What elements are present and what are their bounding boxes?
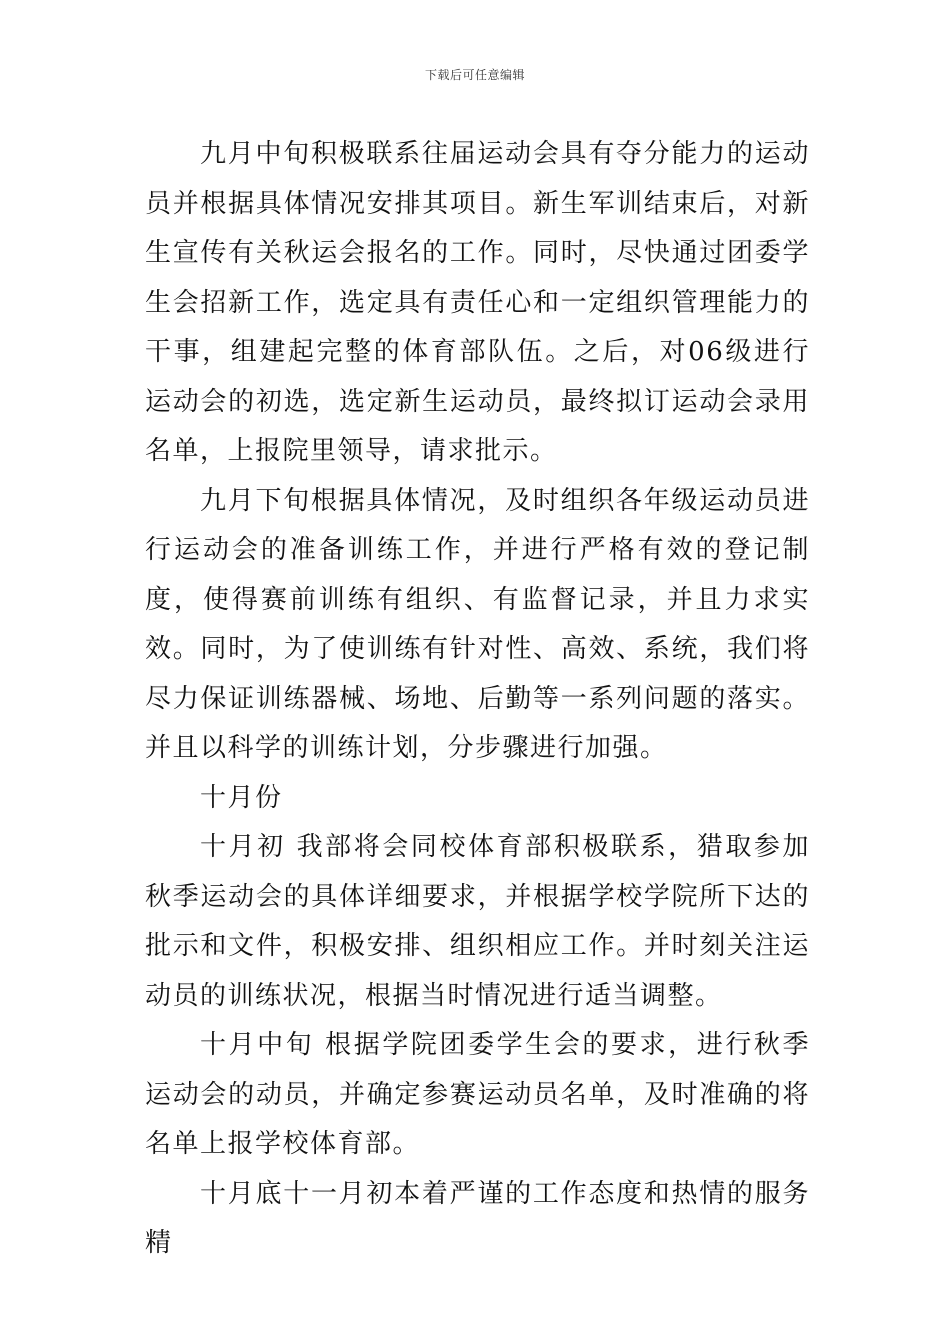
document-body (145, 130, 810, 1269)
section-heading-october: 十月份 (200, 782, 283, 813)
paragraph-october-early: 十月初 我部将会同校体育部积极联系，猎取参加秋季运动会的具体详细要求，并根据学校学院所下达的批示和文件，积极安排、组织相应工作。并时刻关注运动员的训练状况，根据当时情况进行适当调整。 (145, 832, 810, 1011)
paragraph-october-end: 十月底十一月初本着严谨的工作态度和热情的服务精 (145, 1178, 810, 1258)
paragraph-october-mid: 十月中旬 根据学院团委学生会的要求，进行秋季运动会的动员，并确定参赛运动员名单，及时准确的将名单上报学校体育部。 (145, 1030, 810, 1159)
paragraph-september-late: 九月下旬根据具体情况，及时组织各年级运动员进行运动会的准备训练工作，并进行严格有效的登记制度，使得赛前训练有组织、有监督记录，并且力求实效。同时，为了使训练有针对性、高效、系统，我们将尽力保证训练器械、场地、后勤等一系列问题的落实。并且以科学的训练计划，分步骤进行加强。 (145, 485, 810, 763)
paragraph-september-mid: 九月中旬积极联系往届运动会具有夺分能力的运动员并根据具体情况安排其项目。新生军训结束后，对新生宣传有关秋运会报名的工作。同时，尽快通过团委学生会招新工作，选定具有责任心和一定组织管理能力的干事，组建起完整的体育部队伍。之后，对06级进行运动会的初选，选定新生运动员，最终拟订运动会录用名单，上报院里领导，请求批示。 (145, 139, 810, 466)
header-note: 下载后可任意编辑 (424, 68, 525, 82)
